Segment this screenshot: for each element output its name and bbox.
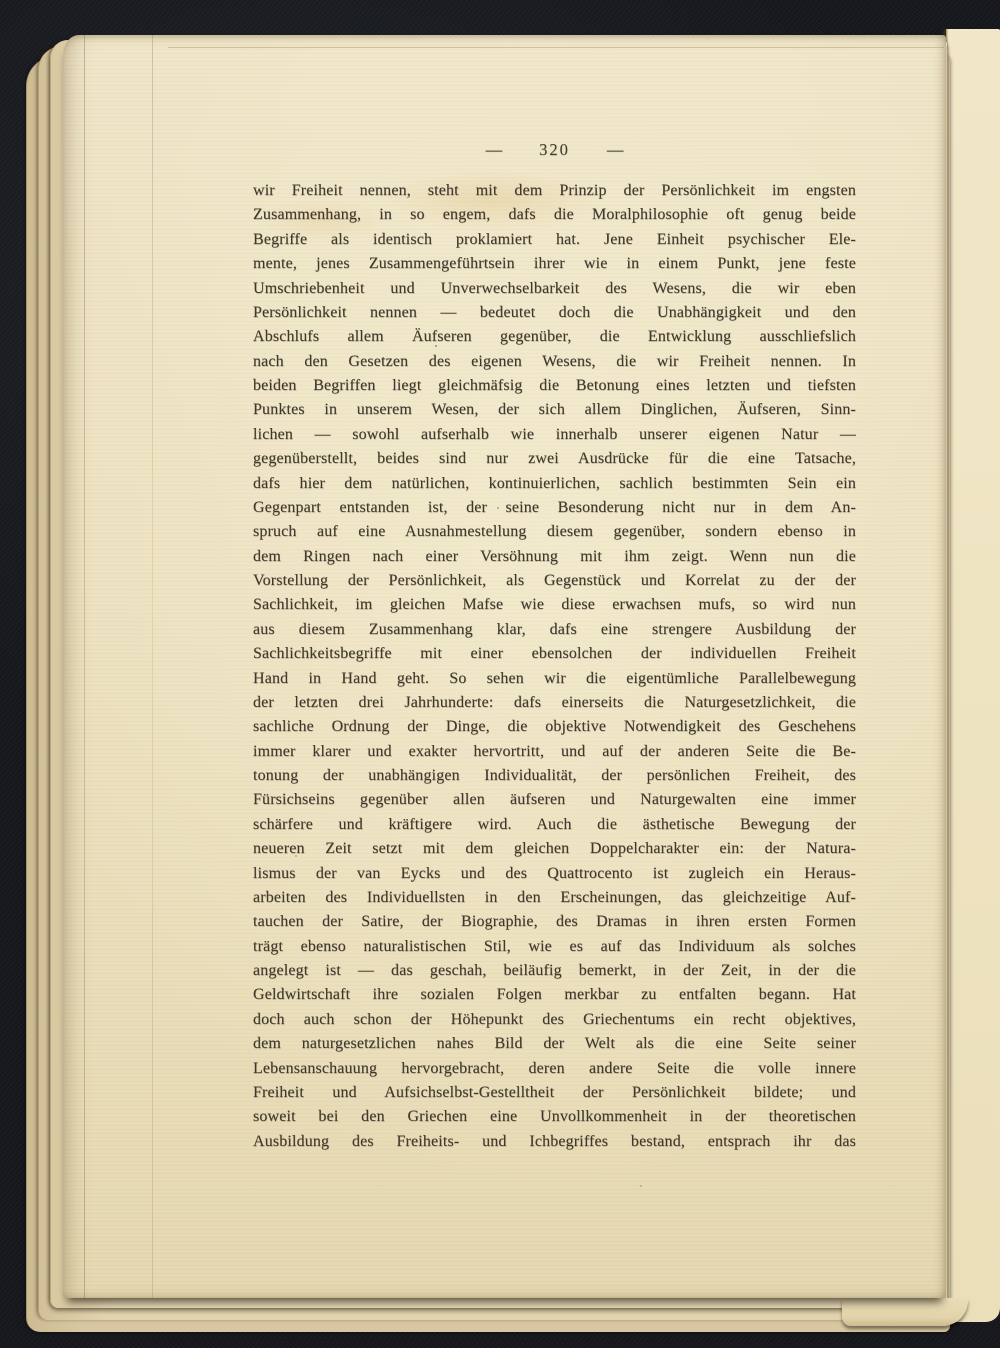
text-line: lichen — sowohl aufserhalb wie innerhalb unserer eigenen Natur — [253,425,856,443]
bottom-page-curl [842,1298,968,1326]
text-line: immer klarer und exakter hervortritt, und auf der anderen Seite die Be- [253,742,856,760]
text-line: Umschriebenheit und Unverwechselbarkeit des Wesens, die wir eben [253,279,856,297]
text-line: Abschlufs allem Äufseren gegenüber, die Entwicklung ausschliefslich [253,328,856,346]
text-line: tauchen der Satire, der Biographie, des Dramas in ihren ersten Formen [253,913,856,931]
text-line: tonung der unabhängigen Individualität, der persönlichen Freiheit, des [253,767,856,784]
text-line: lismus der van Eycks und des Quattrocento ist zugleich ein Heraus- [253,864,856,882]
book-page [63,35,946,1298]
text-line: Lebensanschauung hervorgebracht, deren andere Seite die volle innere [253,1059,856,1077]
text-line: Punktes in unserem Wesen, der sich allem Dinglichen, Äufseren, Sinn- [253,401,856,419]
text-line: Zusammenhang, in so engem, dafs die Moralphilosophie oft genug beide [253,206,856,224]
text-line: sachliche Ordnung der Dinge, die objektive Notwendigkeit des Geschehens [253,718,856,736]
page-number: 320 [539,140,570,159]
text-line: mente, jenes Zusammengeführtsein ihrer wie in einem Punkt, jene feste [253,255,856,273]
text-line: Sachlichkeit, im gleichen Mafse wie diese erwachsen mufs, so wird nun [253,596,856,614]
text-line: Begriffe als identisch proklamiert hat. Jene Einheit psychischer Ele- [253,230,856,248]
text-line: dem naturgesetzlichen nahes Bild der Welt als die eine Seite seiner [253,1035,856,1053]
facing-page-edge [946,29,1000,1322]
page-text [253,182,856,1157]
text-line: arbeiten des Individuellsten in den Erscheinungen, das gleichzeitige Auf- [253,888,856,906]
text-line: gegenüberstellt, beides sind nur zwei Ausdrücke für die eine Tatsache, [253,450,856,468]
left-crease-line [84,35,85,1298]
text-line: schärfere und kräftigere wird. Auch die ästhetische Bewegung der [253,815,856,833]
text-line: Hand in Hand geht. So sehen wir die eigentümliche Parallelbewegung [253,669,856,687]
text-line: der letzten drei Jahrhunderte: dafs einerseits die Naturgesetzlichkeit, die [253,693,856,711]
text-line: angelegt ist — das geschah, beiläufig bemerkt, in der Zeit, in der die [253,962,856,979]
text-line: Gegenpart entstanden ist, der seine Besonderung nicht nur in dem An- [253,498,856,516]
text-line: Vorstellung der Persönlichkeit, als Gegenstück und Korrelat zu der der [253,572,856,589]
text-line: nach den Gesetzen des eigenen Wesens, die wir Freiheit nennen. In [253,352,856,370]
text-line: dem Ringen nach einer Versöhnung mit ihm zeigt. Wenn nun die [253,547,856,565]
text-line: Geldwirtschaft ihre sozialen Folgen merkbar zu entfalten begann. Hat [253,986,856,1004]
text-line: soweit bei den Griechen eine Unvollkommenheit in der theoretischen [253,1108,856,1126]
left-crease-line-2 [152,35,153,1298]
text-line: Freiheit und Aufsichselbst-Gestelltheit der Persönlichkeit bildete; und [253,1083,856,1101]
text-line: Fürsichseins gegenüber allen äufseren und Naturgewalten eine immer [253,791,856,809]
text-line: neueren Zeit setzt mit dem gleichen Doppelcharakter ein: der Natura- [253,840,856,858]
text-line: aus diesem Zusammenhang klar, dafs eine strengere Ausbildung der [253,620,856,638]
text-line: Ausbildung des Freiheits- und Ichbegriffes bestand, entsprach ihr das [253,1132,856,1150]
text-line: beiden Begriffen liegt gleichmäfsig die Betonung eines letzten und tiefsten [253,377,856,394]
header-dash-left: — [485,140,503,159]
text-line: doch auch schon der Höhepunkt des Griechentums ein recht objektives, [253,1010,856,1028]
text-line: spruch auf eine Ausnahmestellung diesem gegenüber, sondern ebenso in [253,523,856,541]
text-line: Persönlichkeit nennen — bedeutet doch die Unabhängigkeit und den [253,303,856,321]
text-line: Sachlichkeitsbegriffe mit einer ebensolchen der individuellen Freiheit [253,645,856,663]
page-header [253,138,856,162]
text-line: dafs hier dem natürlichen, kontinuierlichen, sachlich bestimmten Sein ein [253,474,856,492]
header-dash-right: — [606,140,624,159]
text-line: wir Freiheit nennen, steht mit dem Prinzip der Persönlichkeit im engsten [253,182,856,199]
text-line: trägt ebenso naturalistischen Stil, wie es auf das Individuum als solches [253,937,856,955]
